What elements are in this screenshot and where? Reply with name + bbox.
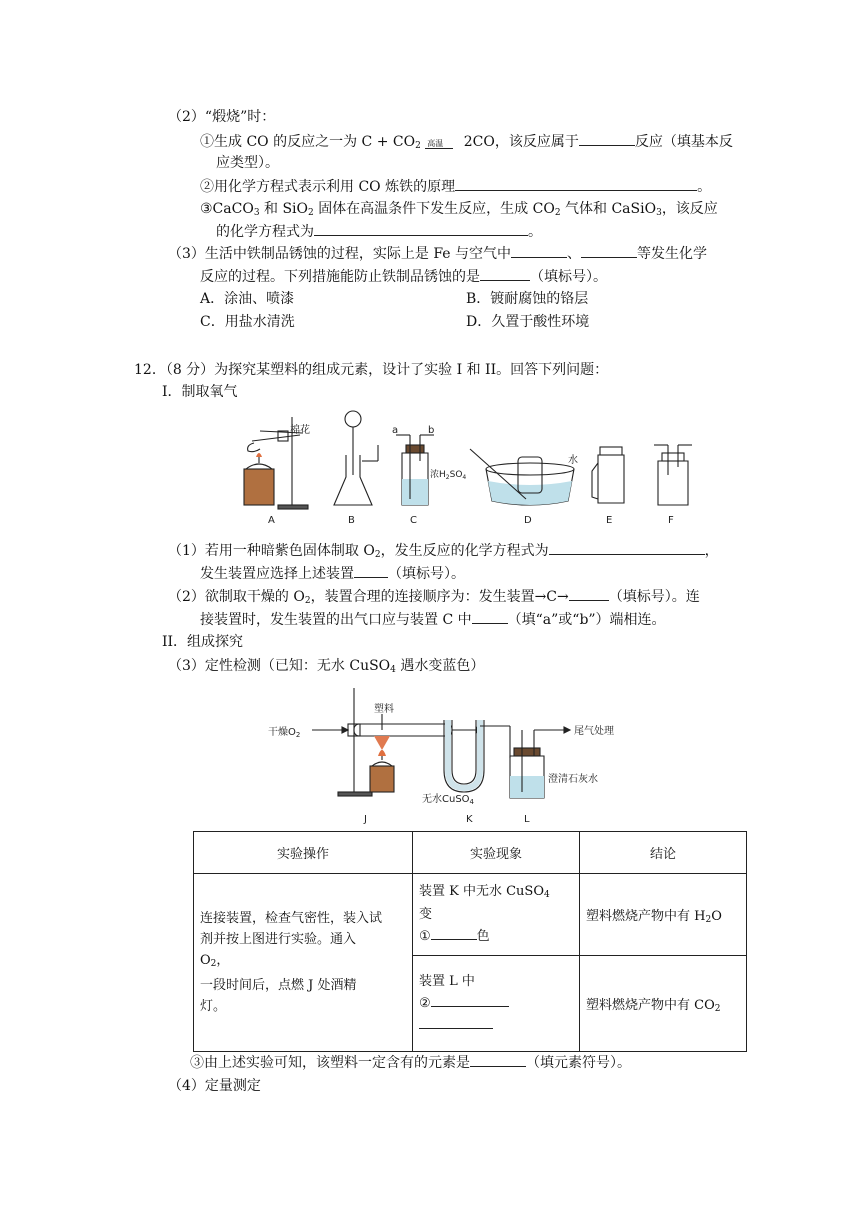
answer-blank[interactable] xyxy=(431,925,477,940)
option-b[interactable]: B．镀耐腐蚀的铬层 xyxy=(466,291,589,307)
answer-blank[interactable] xyxy=(581,243,637,258)
cell-phenomenon-l: 装置 L 中 ② xyxy=(413,956,580,1052)
answer-blank[interactable] xyxy=(579,131,635,146)
apparatus-f xyxy=(654,445,692,505)
question-2-item-2: ②用化学方程式表示利用 CO 炼铁的原理 。 xyxy=(200,176,711,197)
apparatus-b xyxy=(334,411,378,505)
question-2-item-3-cont: 的化学方程式为 。 xyxy=(216,221,542,242)
answer-blank[interactable] xyxy=(455,176,697,191)
label-d: D xyxy=(524,515,532,526)
combustion-apparatus-figure xyxy=(262,680,662,828)
label-acid: 浓$H_2SO_4$ xyxy=(430,470,467,481)
label-b: B xyxy=(348,515,355,526)
answer-blank[interactable] xyxy=(480,266,530,281)
cell-conclusion-co2: 塑料燃烧产物中有 $CO_2$ xyxy=(580,956,747,1052)
option-a[interactable]: A．涂油、喷漆 xyxy=(200,291,295,307)
answer-blank[interactable] xyxy=(419,1014,493,1029)
question-12-1-cont: 发生装置应选择上述装置 （填标号）。 xyxy=(200,563,465,584)
answer-blank[interactable] xyxy=(314,221,528,236)
apparatus-j xyxy=(338,688,452,796)
question-12-3: （3）定性检测（已知：无水 CuSO$_4$ 遇水变蓝色） xyxy=(168,658,485,675)
part-1-heading: I．制取氧气 xyxy=(162,384,238,400)
option-c[interactable]: C．用盐水清洗 xyxy=(200,314,295,330)
apparatus-k xyxy=(444,720,510,792)
label-port-b: b xyxy=(428,425,435,436)
label-k: K xyxy=(466,814,473,825)
label-plastic: 塑料 xyxy=(374,704,394,715)
label-limewater: 澄清石灰水 xyxy=(548,774,598,785)
answer-blank[interactable] xyxy=(511,243,567,258)
question-12-1: （1）若用一种暗紫色固体制取 $O_2$，发生反应的化学方程式为 ， xyxy=(168,540,719,565)
oxygen-apparatus-figure xyxy=(230,405,700,530)
label-cuso4: 无水CuSO$_4$ xyxy=(422,794,475,806)
experiment-table xyxy=(193,831,747,1052)
apparatus-c xyxy=(396,435,434,505)
label-c: C xyxy=(410,515,417,526)
label-exhaust: 尾气处理 xyxy=(574,726,614,737)
header-conclusion: 结论 xyxy=(580,832,747,874)
answer-blank[interactable] xyxy=(569,586,609,601)
header-phenomenon: 实验现象 xyxy=(413,832,580,874)
part-2-heading: II．组成探究 xyxy=(162,634,244,650)
cell-operation: 连接装置，检查气密性，装入试 剂并按上图进行实验。通入 $O_2$， 一段时间后，点燃 J 处酒精 灯。 xyxy=(194,874,413,1052)
question-3-stem: （3）生活中铁制品锈蚀的过程，实际上是 Fe 与空气中 、 等发生化学 xyxy=(168,243,707,264)
answer-blank[interactable] xyxy=(431,992,509,1007)
question-2-item-3: ③CaCO$_3$ 和 SiO$_2$ 固体在高温条件下发生反应，生成 $CO_2$ 气体和 CaSiO$_3$，该反应 xyxy=(200,201,718,218)
question-3-stem-cont: 反应的过程。下列措施能防止铁制品锈蚀的是 （填标号）。 xyxy=(200,266,607,287)
apparatus-l xyxy=(510,727,570,798)
label-e: E xyxy=(606,515,613,526)
answer-blank[interactable] xyxy=(549,540,705,555)
answer-blank[interactable] xyxy=(470,1052,526,1067)
question-2-item-1: ①生成 CO 的反应之一为 $C + CO_2$ 高温 2CO，该反应属于 反应（填基本反 xyxy=(200,131,733,156)
cell-phenomenon-k: 装置 K 中无水 CuSO$_4$ 变 ① 色 xyxy=(413,874,580,956)
question-2-stem: （2）“煅烧”时： xyxy=(168,109,276,125)
label-f: F xyxy=(668,515,674,526)
label-l: L xyxy=(524,814,530,825)
question-2-item-1-cont: 应类型）。 xyxy=(216,155,279,171)
condition-label: 高温 xyxy=(427,139,444,148)
label-j: J xyxy=(364,814,367,825)
header-operation: 实验操作 xyxy=(194,832,413,874)
label-cotton: 棉花 xyxy=(290,425,310,436)
question-12-title: 12．（8 分）为探究某塑料的组成元素，设计了实验 I 和 II。回答下列问题： xyxy=(134,362,609,378)
answer-blank[interactable] xyxy=(472,609,508,624)
label-a: A xyxy=(268,515,275,526)
apparatus-e xyxy=(592,447,624,503)
option-d[interactable]: D．久置于酸性环境 xyxy=(466,314,590,330)
cell-conclusion-h2o: 塑料燃烧产物中有 $H_2O$ xyxy=(580,874,747,956)
question-12-2: （2）欲制取干燥的 $O_2$，装置合理的连接顺序为：发生装置→C→ （填标号）。连 xyxy=(168,586,700,611)
question-12-4: （4）定量测定 xyxy=(168,1078,261,1094)
question-12-3-element: ③由上述实验可知，该塑料一定含有的元素是 （填元素符号）。 xyxy=(190,1052,631,1073)
apparatus-d xyxy=(470,449,574,505)
answer-blank[interactable] xyxy=(354,563,388,578)
label-dry-o2: 干燥$O_2$ xyxy=(268,727,301,739)
question-12-2-cont: 接装置时，发生装置的出气口应与装置 C 中 （填“a”或“b”）端相连。 xyxy=(200,609,666,630)
label-water: 水 xyxy=(568,455,578,466)
label-port-a: a xyxy=(392,425,399,436)
